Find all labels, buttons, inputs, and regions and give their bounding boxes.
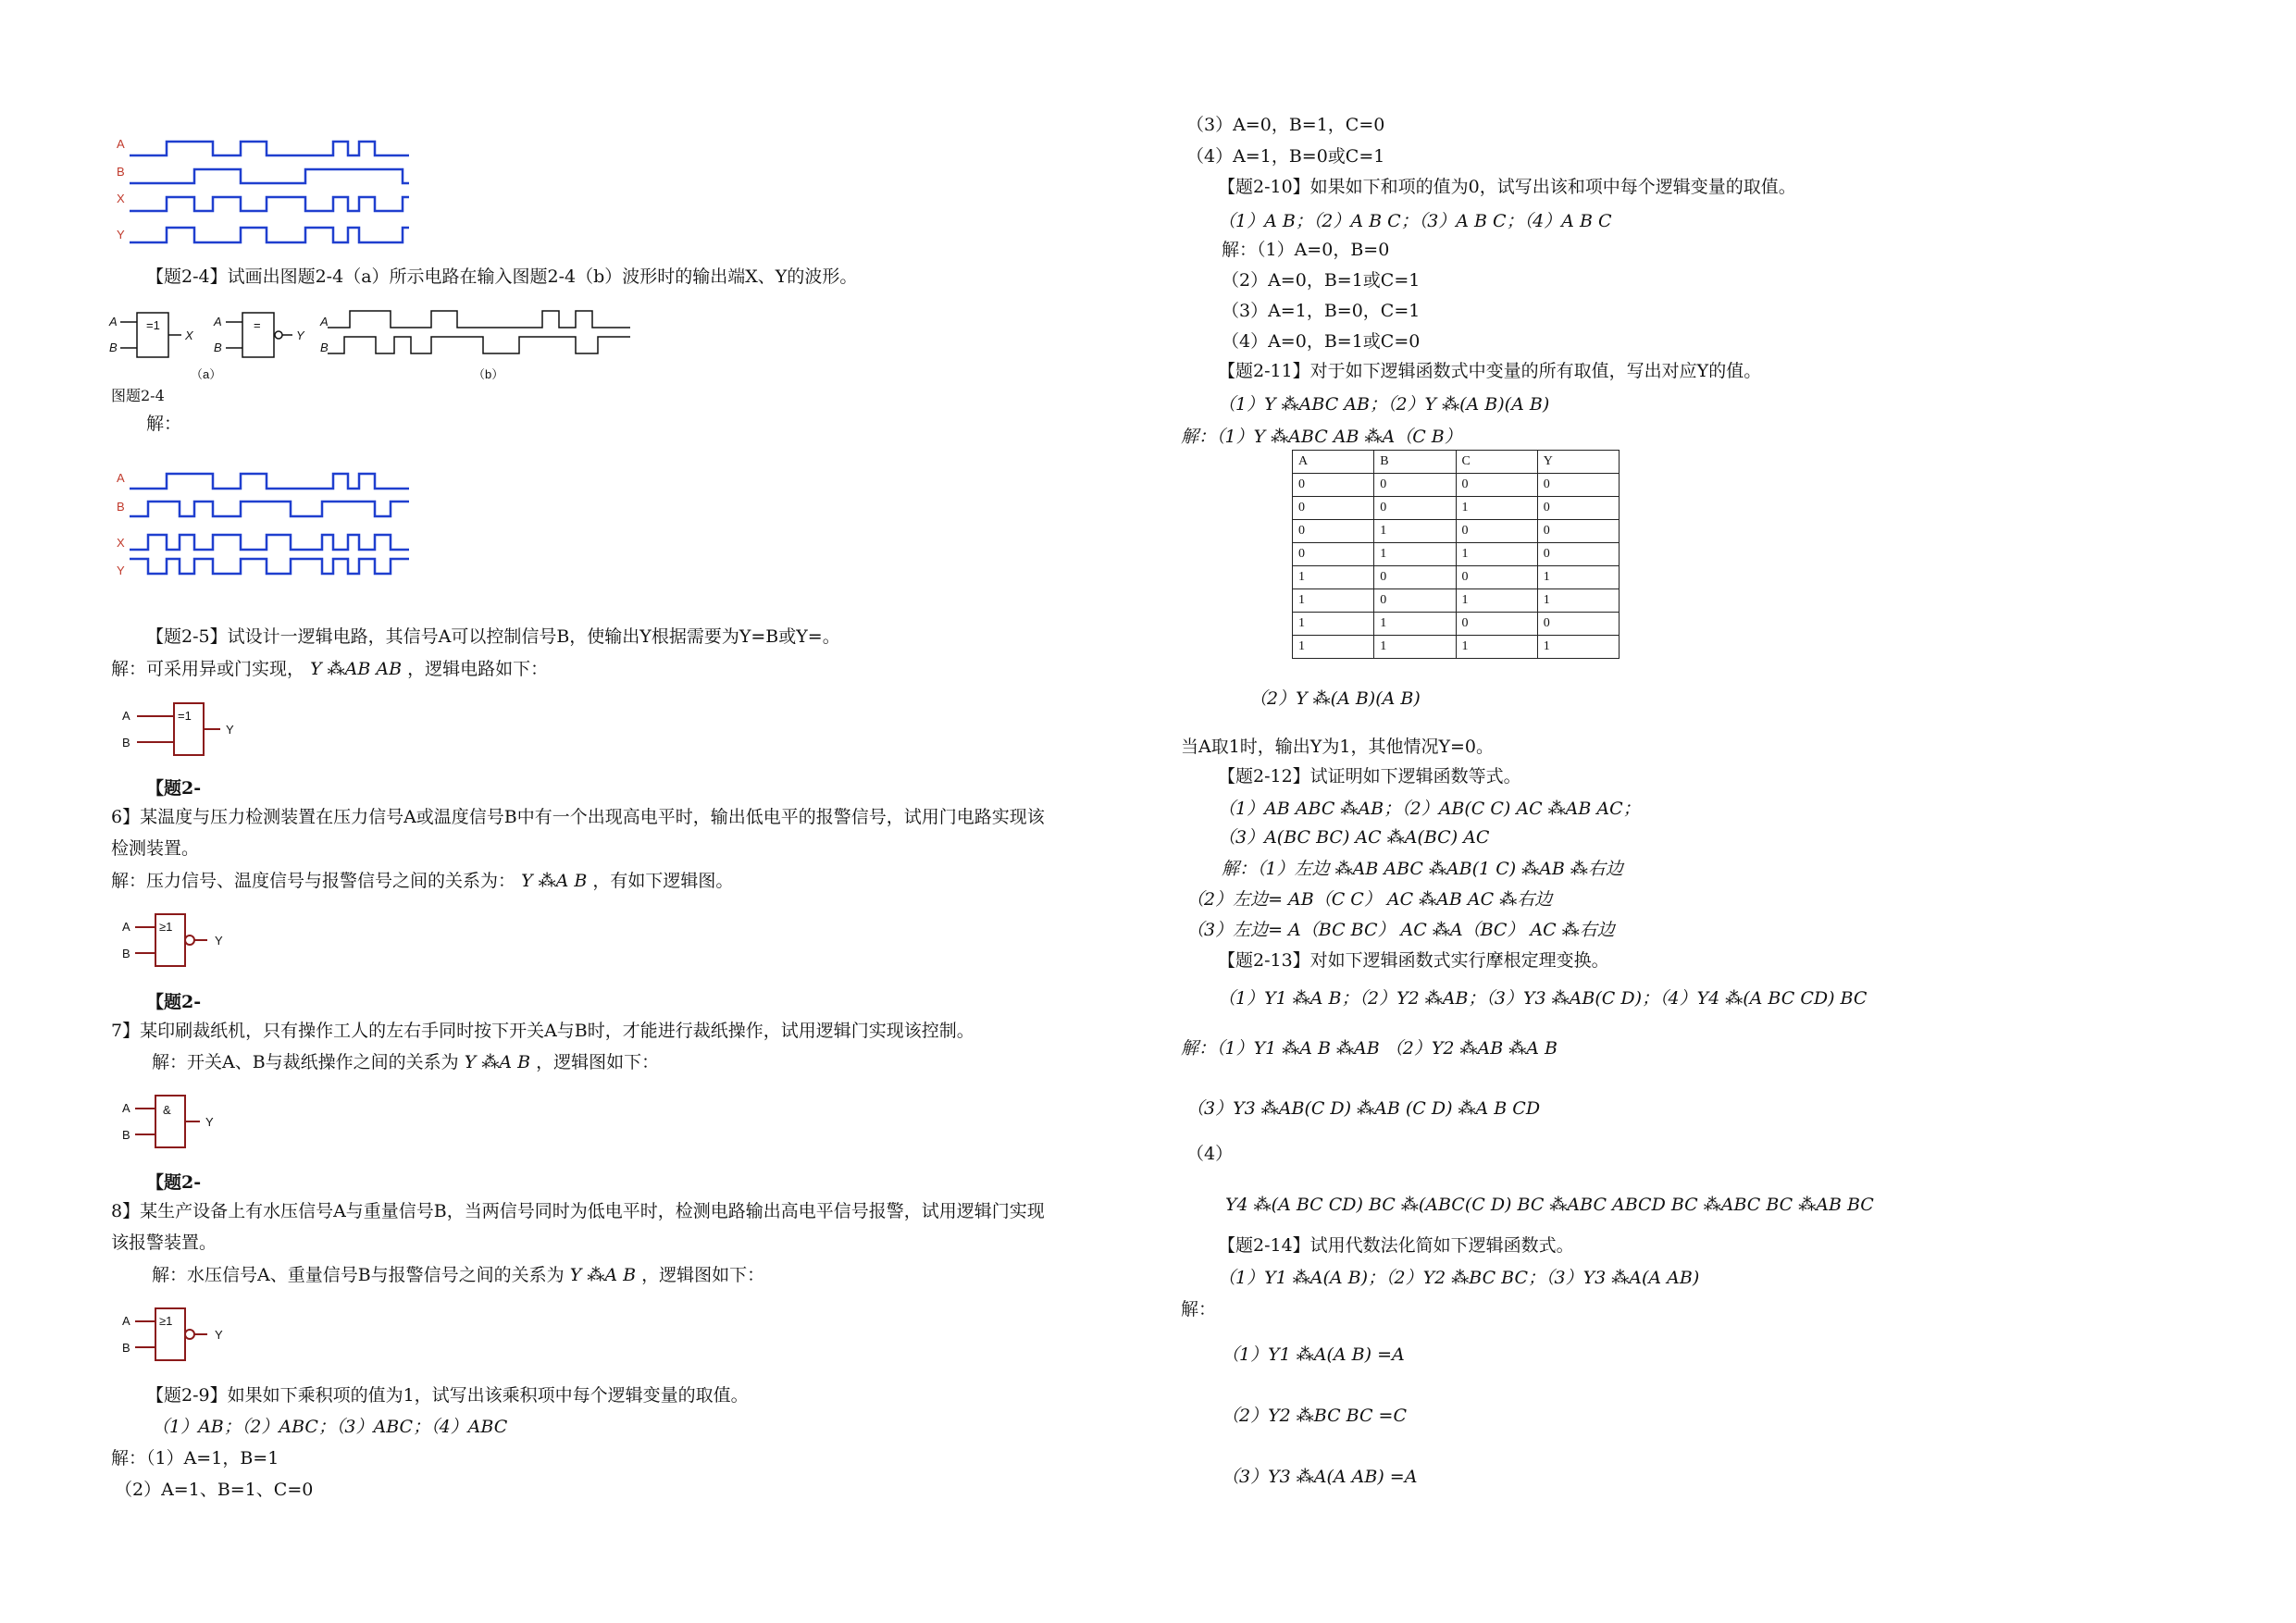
figure-2-4-caption: 图题2-4 — [111, 387, 165, 404]
gate26-in-b: B — [122, 947, 130, 960]
figure-2-4 — [107, 302, 644, 385]
q211-part2-conclusion: 当A取1时，输出Y为1，其他情况Y=0。 — [1181, 737, 1494, 757]
header-y: Y — [1537, 451, 1619, 474]
q213-solution-4: Y4 ⁂(A BC CD) BC ⁂(ABC(C D) BC ⁂ABC ABCD BC ⁂ABC BC ⁂AB BC — [1225, 1195, 1874, 1215]
q210-solution-2: （2）A=0，B=1或C=1 — [1222, 270, 1421, 291]
cell: 1 — [1537, 589, 1619, 613]
q25-solution — [111, 658, 548, 680]
cell: 1 — [1293, 589, 1374, 613]
q211-solution: 解：（1）Y ⁂ABC AB ⁂A（C B） — [1181, 427, 1462, 447]
q28-line2: 该报警装置。 — [111, 1233, 217, 1253]
sol-label-x: X — [117, 536, 125, 550]
q212-solution-2: （2）左边= AB（C C） AC ⁂AB AC ⁂右边 — [1186, 889, 1553, 910]
header-b: B — [1374, 451, 1456, 474]
in-a-2: A — [214, 315, 222, 328]
in-a-1: A — [109, 315, 118, 328]
gate-figure-2-5 — [118, 700, 248, 759]
gate-figure-2-8 — [118, 1305, 248, 1364]
cell: 0 — [1456, 566, 1537, 589]
gate27-in-a: A — [122, 1101, 130, 1115]
cell: 1 — [1456, 497, 1537, 520]
q24-solution-label: 解： — [146, 414, 182, 434]
q26-solution-text: 解：压力信号、温度信号与报警信号之间的关系为： — [111, 871, 516, 891]
q211-items: （1）Y ⁂ABC AB；（2）Y ⁂(A B)(A B) — [1218, 394, 1550, 415]
q214-solution-3: （3）Y3 ⁂A(A AB) =A — [1222, 1467, 1418, 1487]
q213-solution-1: 解：（1）Y1 ⁂A B ⁂AB （2）Y2 ⁂AB ⁂A B — [1181, 1038, 1558, 1059]
cell: 0 — [1456, 474, 1537, 497]
wave-label-x: X — [117, 192, 125, 205]
cell: 1 — [1374, 520, 1456, 543]
q213-solution-4-label: （4） — [1186, 1144, 1234, 1164]
q214-solution-1: （1）Y1 ⁂A(A B) =A — [1222, 1344, 1405, 1365]
q212-item-2: （3）A(BC BC) AC ⁂A(BC) AC — [1218, 827, 1490, 848]
wave-label-b: B — [117, 165, 125, 179]
out-y: Y — [296, 328, 304, 342]
question-2-5-title: 【题2-5】试设计一逻辑电路，其信号A可以控制信号B，使输出Y根据需要为Y=B或Y=。 — [146, 626, 840, 647]
gate28-out-y: Y — [215, 1328, 223, 1342]
table-row — [1293, 474, 1620, 497]
and-symbol: & — [163, 1103, 171, 1117]
cell: 1 — [1374, 636, 1456, 659]
q26-solution-tail: ，有如下逻辑图。 — [592, 871, 734, 891]
q214-solution-label: 解： — [1181, 1299, 1217, 1319]
sol-wave-b — [130, 502, 409, 516]
q27-solution-tail: ，逻辑图如下： — [536, 1052, 660, 1072]
cell: 0 — [1537, 543, 1619, 566]
cell: 0 — [1293, 543, 1374, 566]
caption-a: （a） — [191, 367, 222, 381]
sol-wave-y — [130, 559, 409, 574]
cell: 1 — [1537, 636, 1619, 659]
cell: 0 — [1537, 497, 1619, 520]
q25-expression: Y ⁂AB AB — [310, 659, 403, 679]
q25-solution-text: 解：可采用异或门实现， — [111, 659, 305, 679]
cell: 0 — [1456, 520, 1537, 543]
cell: 1 — [1456, 543, 1537, 566]
q210-solution-4: （4）A=0，B=1或C=0 — [1222, 331, 1421, 352]
q213-items: （1）Y1 ⁂A B；（2）Y2 ⁂AB；（3）Y3 ⁂AB(C D)；（4）Y4 ⁂(A BC CD) BC — [1218, 988, 1868, 1009]
sol-label-a: A — [117, 471, 125, 485]
cell: 0 — [1456, 613, 1537, 636]
q28-line1: 8】某生产设备上有水压信号A与重量信号B，当两信号同时为低电平时，检测电路输出高电平信号报警，试用逻辑门实现 — [111, 1201, 1045, 1221]
wave-label-y: Y — [117, 228, 125, 242]
question-2-13-title: 【题2-13】对如下逻辑函数式实行摩根定理变换。 — [1218, 950, 1609, 971]
gate2-symbol: = — [254, 318, 261, 332]
gate27-in-b: B — [122, 1128, 130, 1142]
xor-symbol: =1 — [178, 709, 192, 723]
out-x: X — [185, 328, 193, 342]
gate1-symbol: =1 — [146, 318, 160, 332]
wave-b — [130, 169, 409, 183]
gate28-in-a: A — [122, 1314, 130, 1328]
gate25-in-a: A — [122, 709, 130, 723]
table-row — [1293, 497, 1620, 520]
sol-wave-a — [130, 474, 409, 489]
sol-label-b: B — [117, 500, 125, 514]
question-2-14-title: 【题2-14】试用代数法化简如下逻辑函数式。 — [1218, 1235, 1574, 1256]
input-wave-a — [328, 311, 630, 328]
q26-solution — [111, 870, 733, 892]
in-b-1: B — [109, 341, 118, 354]
r-line-1: （3）A=0，B=1，C=0 — [1186, 115, 1385, 135]
q28-heading: 【题2- — [146, 1172, 202, 1193]
q28-expression: Y ⁂A B — [569, 1265, 637, 1285]
question-2-9-title: 【题2-9】如果如下乘积项的值为1，试写出该乘积项中每个逻辑变量的取值。 — [146, 1385, 749, 1406]
wave-in-b-label: B — [320, 341, 329, 354]
wave-x — [130, 197, 409, 211]
q213-solution-3: （3）Y3 ⁂AB(C D) ⁂AB (C D) ⁂A B CD — [1186, 1098, 1541, 1119]
q27-expression: Y ⁂A B — [464, 1052, 531, 1072]
table-row — [1293, 613, 1620, 636]
gate-figure-2-6 — [118, 911, 248, 970]
q28-solution-tail: ，逻辑图如下： — [641, 1265, 765, 1285]
input-wave-b — [328, 337, 630, 353]
q214-items: （1）Y1 ⁂A(A B)；（2）Y2 ⁂BC BC；（3）Y3 ⁂A(A AB) — [1218, 1268, 1700, 1288]
header-a: A — [1293, 451, 1374, 474]
gate26-out-y: Y — [215, 934, 223, 948]
wave-in-a-label: A — [320, 315, 329, 328]
q28-solution-text: 解：水压信号A、重量信号B与报警信号之间的关系为 — [152, 1265, 565, 1285]
gate25-out-y: Y — [226, 723, 234, 737]
wave-label-a: A — [117, 137, 125, 151]
sol-label-y: Y — [117, 564, 125, 577]
cell: 0 — [1293, 520, 1374, 543]
gate25-in-b: B — [122, 736, 130, 750]
gate28-in-b: B — [122, 1341, 130, 1355]
cell: 0 — [1374, 589, 1456, 613]
q212-solution-1: 解：（1）左边 ⁂AB ABC ⁂AB(1 C) ⁂AB ⁂右边 — [1222, 859, 1623, 879]
r-line-2: （4）A=1，B=0或C=1 — [1186, 146, 1385, 167]
question-2-11-title: 【题2-11】对于如下逻辑函数式中变量的所有取值，写出对应Y的值。 — [1218, 361, 1762, 381]
truth-table-header — [1293, 451, 1620, 474]
q26-line1: 6】某温度与压力检测装置在压力信号A或温度信号B中有一个出现高电平时，输出低电平的报警信号，试用门电路实现该 — [111, 807, 1045, 827]
table-row — [1293, 520, 1620, 543]
q212-solution-3: （3）左边= A（BC BC） AC ⁂A（BC） AC ⁂右边 — [1186, 920, 1615, 940]
wave-y — [130, 228, 409, 242]
nor-symbol-2: ≥1 — [159, 1314, 173, 1328]
q27-line1: 7】某印刷裁纸机，只有操作工人的左右手同时按下开关A与B时，才能进行裁纸操作，试用逻辑门实现该控制。 — [111, 1021, 974, 1041]
cell: 0 — [1537, 520, 1619, 543]
nor-symbol: ≥1 — [159, 920, 173, 934]
table-row — [1293, 636, 1620, 659]
q28-solution — [152, 1264, 764, 1286]
in-b-2: B — [214, 341, 222, 354]
table-row — [1293, 566, 1620, 589]
q27-heading: 【题2- — [146, 992, 202, 1012]
cell: 0 — [1374, 497, 1456, 520]
cell: 1 — [1374, 613, 1456, 636]
q211-part2: （2）Y ⁂(A B)(A B) — [1249, 688, 1421, 709]
q26-line2: 检测装置。 — [111, 838, 200, 859]
q27-solution-text: 解：开关A、B与裁纸操作之间的关系为 — [152, 1052, 459, 1072]
caption-b: （b） — [473, 367, 504, 381]
q29-items: （1）AB；（2）ABC；（3）ABC；（4）ABC — [152, 1417, 508, 1437]
cell: 0 — [1374, 474, 1456, 497]
cell: 0 — [1293, 474, 1374, 497]
table-row — [1293, 543, 1620, 566]
q29-solution-2: （2）A=1、B=1、C=0 — [115, 1480, 314, 1500]
gate-figure-2-7 — [118, 1092, 248, 1151]
truth-table — [1292, 450, 1620, 659]
cell: 1 — [1374, 543, 1456, 566]
cell: 0 — [1537, 613, 1619, 636]
q29-solution-1: 解：（1）A=1，B=1 — [111, 1448, 279, 1468]
waveform-figure-solution — [111, 463, 426, 583]
q27-solution — [152, 1051, 659, 1073]
cell: 0 — [1374, 566, 1456, 589]
cell: 1 — [1293, 613, 1374, 636]
q26-expression: Y ⁂A B — [521, 871, 588, 891]
cell: 0 — [1293, 497, 1374, 520]
wave-a — [130, 142, 409, 155]
cell: 1 — [1293, 566, 1374, 589]
table-row — [1293, 589, 1620, 613]
q25-solution-tail: ，逻辑电路如下： — [407, 659, 549, 679]
cell: 0 — [1537, 474, 1619, 497]
waveform-figure-top — [111, 128, 426, 248]
question-2-10-title: 【题2-10】如果如下和项的值为0，试写出该和项中每个逻辑变量的取值。 — [1218, 177, 1796, 197]
cell: 1 — [1456, 636, 1537, 659]
q214-solution-2: （2）Y2 ⁂BC BC =C — [1222, 1406, 1408, 1426]
sol-wave-x — [130, 535, 409, 550]
q210-items: （1）A B；（2）A B C；（3）A B C；（4）A B C — [1218, 211, 1612, 231]
question-2-12-title: 【题2-12】试证明如下逻辑函数等式。 — [1218, 766, 1521, 787]
gate27-out-y: Y — [205, 1115, 214, 1129]
q210-solution-3: （3）A=1，B=0，C=1 — [1222, 301, 1421, 321]
q26-heading: 【题2- — [146, 778, 202, 799]
cell: 1 — [1293, 636, 1374, 659]
gate26-in-a: A — [122, 920, 130, 934]
cell: 1 — [1537, 566, 1619, 589]
question-2-4-title: 【题2-4】试画出图题2-4（a）所示电路在输入图题2-4（b）波形时的输出端X、Y的波形。 — [146, 266, 858, 287]
header-c: C — [1456, 451, 1537, 474]
q210-solution-1: 解：（1）A=0，B=0 — [1222, 240, 1390, 260]
cell: 1 — [1456, 589, 1537, 613]
q212-item-1: （1）AB ABC ⁂AB；（2）AB(C C) AC ⁂AB AC； — [1218, 799, 1641, 819]
